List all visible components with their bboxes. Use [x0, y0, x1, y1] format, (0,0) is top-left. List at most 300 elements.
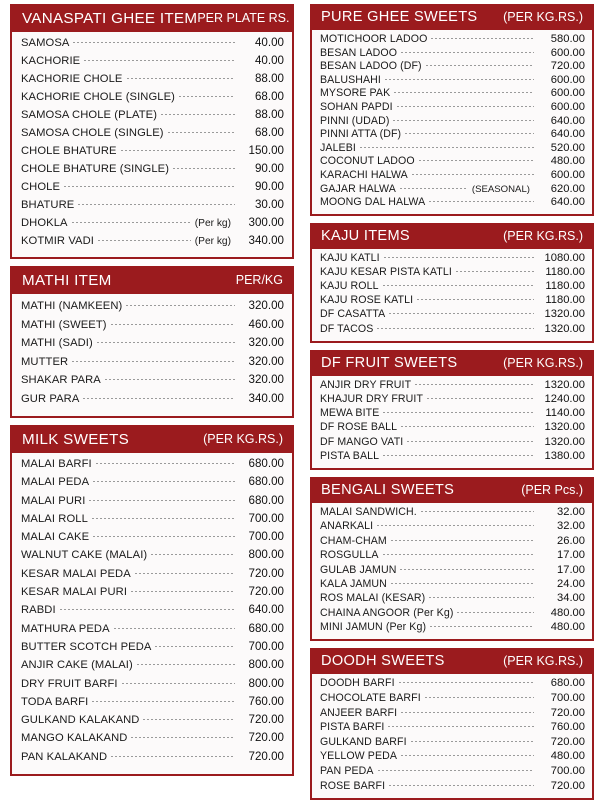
dotted-leader	[95, 463, 235, 464]
menu-item-row	[320, 266, 585, 280]
menu-item-row	[21, 198, 284, 216]
dotted-leader	[424, 697, 534, 698]
dotted-leader	[416, 299, 534, 300]
menu-item-price: 40.00	[254, 54, 284, 67]
dotted-leader	[393, 92, 534, 93]
dotted-leader	[150, 554, 235, 555]
dotted-leader	[110, 324, 235, 325]
section-unit-label: PER PLATE RS.	[197, 11, 290, 25]
menu-item-name: MALAI BARFI	[21, 458, 92, 470]
section-header-pure-ghee-sweets	[312, 6, 592, 30]
menu-item-price: 720.00	[248, 749, 284, 763]
menu-item-row	[320, 750, 585, 765]
dotted-leader	[71, 222, 191, 223]
menu-item-name: GULAB JAMUN	[320, 563, 397, 576]
menu-item-price: 700.00	[248, 639, 284, 653]
menu-item-name: KAJU ROSE KATLI	[320, 294, 414, 307]
section-items-bengali-sweets	[312, 503, 592, 640]
menu-item-row	[320, 393, 585, 407]
dotted-leader	[382, 285, 534, 286]
section-title: DOODH SWEETS	[321, 653, 445, 670]
menu-item-row	[320, 323, 585, 337]
dotted-leader	[120, 150, 235, 151]
menu-item-name: PAN KALAKAND	[21, 750, 108, 763]
menu-item-name: WALNUT CAKE (MALAI)	[21, 549, 148, 562]
menu-item-price: 640.00	[550, 114, 585, 127]
menu-item-price: 720.00	[550, 735, 585, 748]
menu-item-price: 26.00	[557, 534, 585, 547]
dotted-leader	[399, 569, 534, 570]
dotted-leader	[418, 160, 534, 161]
dotted-leader	[429, 626, 534, 627]
dotted-leader	[376, 525, 534, 526]
menu-item-row	[320, 33, 585, 47]
menu-item-row	[320, 506, 585, 520]
dotted-leader	[359, 147, 534, 148]
menu-item-row	[320, 196, 585, 210]
menu-item-price: 480.00	[550, 155, 585, 168]
dotted-leader	[92, 481, 235, 482]
menu-item-name: PISTA BALL	[320, 449, 380, 462]
menu-item-row	[320, 564, 585, 578]
menu-item-name: KHAJUR DRY FRUIT	[320, 393, 424, 406]
section-unit-label: PER/KG	[235, 273, 283, 287]
menu-item-price: 1180.00	[545, 265, 585, 278]
menu-item-name: KACHORIE	[21, 55, 81, 67]
menu-item-row	[21, 548, 284, 566]
menu-item-price: 68.00	[254, 126, 284, 139]
menu-item-price: 1380.00	[544, 449, 585, 462]
menu-item-price: 480.00	[550, 621, 585, 634]
section-header-df-fruit-sweets	[312, 352, 592, 376]
dotted-leader	[63, 186, 235, 187]
dotted-leader	[382, 455, 534, 456]
menu-item-price: 340.00	[248, 234, 284, 247]
menu-item-row	[21, 475, 284, 493]
section-items-mathi-item	[12, 294, 292, 416]
menu-item-price: 680.00	[550, 677, 585, 690]
menu-item-name: MALAI CAKE	[21, 531, 90, 544]
dotted-leader	[71, 361, 235, 362]
menu-item-row	[320, 308, 585, 322]
dotted-leader	[390, 540, 534, 541]
section-header-kaju-items	[312, 225, 592, 249]
dotted-leader	[430, 38, 534, 39]
dotted-leader	[390, 583, 534, 584]
dotted-leader	[400, 52, 534, 53]
menu-item-row	[21, 512, 284, 530]
dotted-leader	[392, 120, 534, 121]
dotted-leader	[455, 271, 534, 272]
dotted-leader	[104, 379, 235, 380]
menu-item-name: YELLOW PEDA	[320, 750, 398, 763]
section-unit-label: (PER KG.RS.)	[203, 432, 283, 446]
menu-item-name: ROSGULLA	[320, 549, 379, 562]
menu-item-row	[21, 355, 284, 374]
menu-item-row	[21, 54, 284, 72]
menu-item-price: 320.00	[248, 299, 284, 312]
menu-item-row	[21, 494, 284, 512]
menu-item-price: 320.00	[248, 373, 284, 386]
menu-item-name: DF TACOS	[320, 322, 374, 335]
menu-item-row	[320, 436, 585, 450]
menu-item-row	[21, 162, 284, 180]
dotted-leader	[91, 701, 235, 702]
menu-item-name: BHATURE	[21, 199, 75, 211]
menu-item-row	[320, 736, 585, 751]
section-title: DF FRUIT SWEETS	[321, 354, 458, 371]
menu-item-row	[320, 520, 585, 534]
menu-item-note: (Per kg)	[194, 218, 231, 229]
menu-item-row	[320, 607, 585, 621]
section-title: VANASPATI GHEE ITEM	[22, 9, 198, 27]
menu-item-price: 90.00	[254, 162, 284, 175]
section-unit-label: (PER KG.RS.)	[503, 654, 583, 669]
menu-item-row	[21, 731, 284, 749]
menu-item-price: 150.00	[248, 144, 284, 157]
menu-section-mathi-item	[10, 266, 294, 418]
dotted-leader	[428, 201, 534, 202]
menu-item-name: CHOCOLATE BARFI	[320, 692, 421, 705]
menu-item-row	[320, 765, 585, 780]
menu-item-name: RABDI	[21, 604, 56, 617]
menu-item-name: BUTTER SCOTCH PEDA	[21, 640, 152, 653]
menu-item-name: GUR PARA	[21, 392, 80, 405]
menu-item-row	[21, 640, 284, 658]
menu-item-row	[21, 216, 284, 234]
menu-item-price: 1180.00	[545, 280, 585, 293]
menu-item-price: 600.00	[550, 168, 585, 181]
menu-item-price: 700.00	[248, 511, 284, 525]
menu-item-price: 460.00	[248, 317, 284, 331]
section-items-df-fruit-sweets	[312, 376, 592, 468]
menu-item-row	[320, 707, 585, 722]
menu-item-name: ROSE BARFI	[320, 779, 386, 792]
menu-item-row	[320, 578, 585, 592]
menu-item-price: 640.00	[550, 196, 585, 209]
menu-item-price: 34.00	[557, 592, 585, 605]
menu-item-price: 680.00	[248, 621, 284, 635]
menu-item-price: 32.00	[557, 520, 585, 533]
section-header-mathi-item	[12, 268, 292, 294]
menu-item-name: KACHORIE CHOLE (SINGLE)	[21, 91, 175, 103]
dotted-leader	[377, 770, 534, 771]
menu-item-name: ANJIR CAKE (MALAI)	[21, 659, 133, 672]
menu-item-note: (SEASONAL)	[471, 183, 530, 195]
menu-item-row	[320, 721, 585, 736]
menu-item-price: 88.00	[254, 72, 284, 85]
dotted-leader	[126, 78, 236, 79]
menu-item-row	[320, 379, 585, 393]
menu-item-row	[21, 622, 284, 640]
dotted-leader	[97, 240, 191, 241]
menu-item-row	[21, 603, 284, 621]
dotted-leader	[398, 682, 534, 683]
menu-item-row	[21, 180, 284, 198]
menu-item-name: SHAKAR PARA	[21, 374, 101, 386]
menu-item-row	[320, 407, 585, 421]
menu-item-name: MOONG DAL HALWA	[320, 196, 426, 209]
dotted-leader	[420, 511, 534, 512]
menu-item-price: 720.00	[550, 779, 585, 792]
dotted-leader	[388, 313, 534, 314]
dotted-leader	[96, 342, 235, 343]
dotted-leader	[92, 536, 235, 537]
dotted-leader	[130, 591, 235, 592]
menu-section-bengali-sweets	[310, 477, 594, 642]
menu-item-name: BALUSHAHI	[320, 73, 381, 86]
menu-item-name: PAN PEDA	[320, 765, 374, 778]
menu-item-row	[21, 695, 284, 713]
dotted-leader	[110, 756, 235, 757]
menu-item-name: CHOLE	[21, 181, 61, 193]
dotted-leader	[410, 741, 534, 742]
menu-item-name: ANJIR DRY FRUIT	[320, 378, 412, 391]
menu-item-name: GULKAND BARFI	[320, 735, 407, 748]
menu-item-price: 680.00	[248, 457, 284, 470]
dotted-leader	[167, 132, 235, 133]
menu-item-row	[320, 128, 585, 142]
section-title: BENGALI SWEETS	[321, 481, 455, 498]
dotted-leader	[388, 785, 534, 786]
menu-item-price: 1320.00	[544, 322, 585, 335]
menu-item-name: CHOLE BHATURE (SINGLE)	[21, 163, 170, 175]
menu-item-row	[320, 450, 585, 464]
menu-item-row	[320, 183, 585, 197]
dotted-leader	[382, 554, 535, 555]
menu-item-row	[320, 252, 585, 266]
menu-item-price: 760.00	[248, 694, 284, 708]
menu-item-price: 90.00	[254, 180, 284, 193]
menu-item-name: ANJEER BARFI	[320, 706, 398, 719]
menu-item-price: 620.00	[550, 182, 585, 195]
menu-item-name: SOHAN PAPDI	[320, 100, 393, 113]
dotted-leader	[384, 79, 534, 80]
menu-item-name: ROS MALAI (KESAR)	[320, 592, 426, 605]
dotted-leader	[400, 712, 534, 713]
dotted-leader	[387, 726, 534, 727]
menu-item-row	[21, 126, 284, 144]
section-title: MILK SWEETS	[22, 430, 130, 448]
menu-item-name: DF ROSE BALL	[320, 421, 398, 434]
menu-item-name: MATHURA PEDA	[21, 622, 110, 635]
menu-item-name: DHOKLA	[21, 217, 68, 229]
menu-item-price: 800.00	[248, 548, 284, 562]
menu-item-name: KAJU ROLL	[320, 280, 379, 293]
menu-item-price: 32.00	[557, 505, 585, 518]
menu-item-price: 700.00	[550, 692, 585, 705]
dotted-leader	[88, 500, 235, 501]
menu-item-price: 1320.00	[544, 378, 585, 391]
menu-item-name: MANGO KALAKAND	[21, 732, 128, 745]
menu-item-row	[21, 144, 284, 162]
dotted-leader	[428, 597, 534, 598]
dotted-leader	[411, 174, 534, 175]
menu-item-price: 600.00	[550, 100, 585, 113]
section-items-kaju-items	[312, 249, 592, 341]
menu-item-name: CHAINA ANGOOR (Per Kg)	[320, 606, 454, 619]
dotted-leader	[396, 106, 534, 107]
menu-item-row	[320, 47, 585, 61]
menu-item-row	[320, 677, 585, 692]
menu-item-name: MYSORE PAK	[320, 87, 391, 100]
dotted-leader	[400, 426, 534, 427]
menu-item-name: MALAI SANDWICH.	[320, 505, 417, 518]
menu-item-price: 640.00	[550, 128, 585, 141]
menu-item-price: 760.00	[550, 721, 585, 734]
menu-item-row	[21, 567, 284, 585]
section-unit-label: (PER KG.RS.)	[503, 355, 583, 370]
menu-item-row	[21, 677, 284, 695]
menu-item-name: KESAR MALAI PURI	[21, 586, 128, 599]
menu-item-row	[320, 87, 585, 101]
section-header-vanaspati-ghee-item	[12, 6, 292, 32]
dotted-leader	[404, 133, 534, 134]
dotted-leader	[414, 384, 534, 385]
menu-item-price: 720.00	[248, 585, 284, 599]
dotted-leader	[83, 60, 235, 61]
menu-item-row	[320, 101, 585, 115]
menu-item-row	[21, 36, 284, 54]
menu-item-price: 700.00	[550, 765, 585, 778]
section-items-vanaspati-ghee-item	[12, 32, 292, 257]
menu-item-row	[320, 169, 585, 183]
menu-item-name: MALAI PEDA	[21, 476, 90, 489]
menu-item-name: GAJAR HALWA	[320, 182, 396, 195]
menu-item-name: MATHI (SWEET)	[21, 318, 107, 331]
dotted-leader	[425, 65, 534, 66]
menu-item-price: 800.00	[248, 658, 284, 672]
menu-item-price: 480.00	[550, 750, 585, 763]
section-items-milk-sweets	[12, 453, 292, 774]
dotted-leader	[130, 737, 235, 738]
menu-item-row	[320, 780, 585, 795]
menu-item-price: 1080.00	[544, 251, 585, 264]
menu-item-price: 24.00	[557, 577, 585, 590]
menu-item-price: 68.00	[254, 90, 284, 103]
menu-item-row	[320, 535, 585, 549]
menu-item-row	[21, 108, 284, 126]
section-unit-label: (PER KG.RS.)	[503, 228, 583, 243]
menu-item-name: COCONUT LADOO	[320, 155, 415, 168]
menu-item-row	[21, 90, 284, 108]
menu-item-name: PINNI ATTA (DF)	[320, 128, 402, 141]
menu-item-price: 580.00	[550, 33, 585, 45]
dotted-leader	[406, 441, 534, 442]
menu-item-name: MALAI ROLL	[21, 512, 88, 525]
menu-item-price: 520.00	[550, 141, 585, 154]
menu-item-name: SAMOSA CHOLE (PLATE)	[21, 109, 158, 121]
menu-item-row	[320, 421, 585, 435]
menu-item-row	[320, 621, 585, 635]
menu-item-name: MOTICHOOR LADOO	[320, 33, 428, 45]
menu-item-name: MATHI (NAMKEEN)	[21, 300, 123, 312]
menu-item-name: BESAN LADOO	[320, 46, 398, 59]
menu-item-price: 1180.00	[545, 294, 585, 307]
menu-item-row	[21, 457, 284, 475]
dotted-leader	[77, 204, 235, 205]
menu-item-price: 680.00	[248, 475, 284, 489]
menu-item-price: 640.00	[248, 603, 284, 617]
menu-item-name: KACHORIE CHOLE	[21, 73, 123, 85]
dotted-leader	[154, 646, 235, 647]
menu-item-name: KESAR MALAI PEDA	[21, 567, 131, 580]
dotted-leader	[456, 612, 534, 613]
dotted-leader	[134, 573, 235, 574]
menu-item-price: 1140.00	[545, 407, 585, 420]
menu-item-name: JALEBI	[320, 141, 356, 154]
menu-item-name: KALA JAMUN	[320, 577, 387, 590]
menu-item-price: 1320.00	[544, 421, 585, 434]
section-header-bengali-sweets	[312, 479, 592, 503]
menu-section-doodh-sweets	[310, 648, 594, 800]
menu-item-name: ANARKALI	[320, 520, 374, 533]
menu-item-row	[21, 299, 284, 318]
menu-item-name: SAMOSA	[21, 37, 70, 49]
menu-item-price: 320.00	[248, 354, 284, 368]
menu-item-row	[21, 585, 284, 603]
menu-section-pure-ghee-sweets	[310, 4, 594, 216]
menu-item-name: MUTTER	[21, 355, 69, 368]
menu-column-left	[0, 0, 303, 763]
menu-item-name: MATHI (SADI)	[21, 337, 93, 349]
menu-section-milk-sweets	[10, 425, 294, 776]
menu-item-row	[21, 658, 284, 676]
menu-item-price: 1240.00	[544, 393, 585, 406]
menu-item-price: 340.00	[248, 391, 284, 405]
section-header-doodh-sweets	[312, 650, 592, 674]
section-title: KAJU ITEMS	[321, 227, 410, 244]
menu-item-price: 17.00	[557, 549, 585, 562]
menu-item-price: 800.00	[248, 676, 284, 690]
dotted-leader	[82, 398, 235, 399]
dotted-leader	[59, 609, 235, 610]
menu-section-vanaspati-ghee-item	[10, 4, 294, 259]
dotted-leader	[160, 114, 235, 115]
menu-item-name: CHOLE BHATURE	[21, 145, 117, 157]
menu-item-price: 720.00	[248, 713, 284, 727]
menu-section-df-fruit-sweets	[310, 350, 594, 470]
menu-item-price: 17.00	[557, 563, 585, 576]
dotted-leader	[399, 188, 468, 189]
dotted-leader	[91, 518, 235, 519]
menu-item-name: CHAM-CHAM	[320, 534, 387, 547]
menu-item-name: KAJU KESAR PISTA KATLI	[320, 265, 452, 278]
dotted-leader	[125, 305, 235, 306]
section-unit-label: (PER Pcs.)	[521, 482, 583, 497]
menu-item-name: MEWA BITE	[320, 407, 380, 420]
menu-section-kaju-items	[310, 223, 594, 343]
menu-item-name: DOODH BARFI	[320, 677, 395, 690]
menu-item-note: (Per kg)	[194, 236, 231, 247]
menu-item-row	[320, 549, 585, 563]
menu-item-price: 1320.00	[544, 435, 585, 448]
dotted-leader	[172, 168, 235, 169]
dotted-leader	[142, 719, 235, 720]
menu-item-row	[320, 280, 585, 294]
section-title: PURE GHEE SWEETS	[321, 9, 478, 25]
menu-item-row	[320, 142, 585, 156]
menu-item-row	[21, 530, 284, 548]
section-title: MATHI ITEM	[22, 271, 112, 289]
menu-item-row	[320, 115, 585, 129]
menu-item-price: 30.00	[254, 198, 284, 211]
menu-item-row	[21, 373, 284, 392]
dotted-leader	[113, 628, 235, 629]
menu-item-row	[21, 713, 284, 731]
menu-item-row	[320, 294, 585, 308]
menu-item-price: 720.00	[248, 731, 284, 745]
